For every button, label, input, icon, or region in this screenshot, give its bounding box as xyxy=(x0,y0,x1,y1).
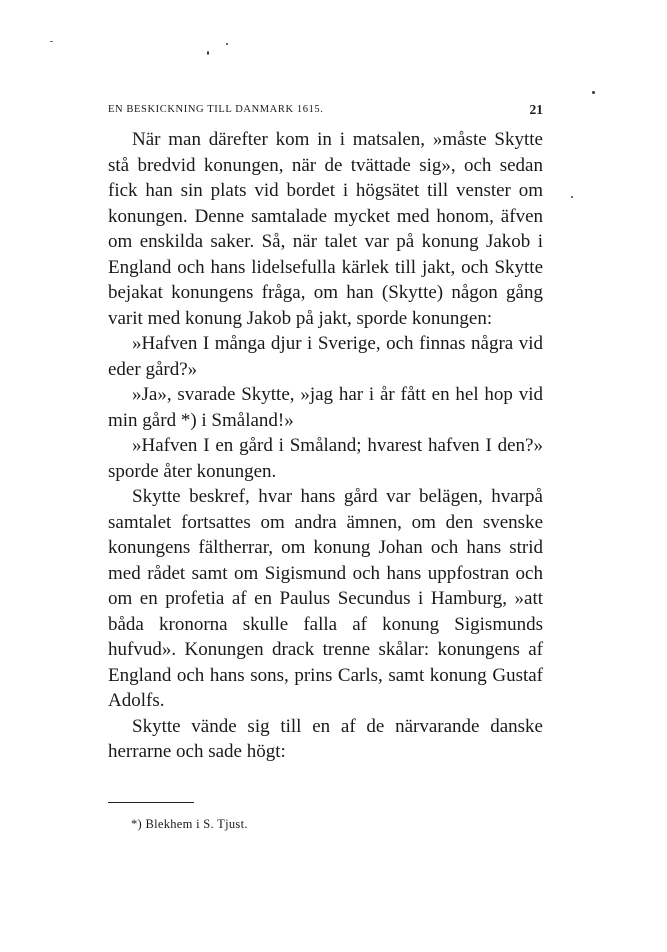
page-speck xyxy=(50,41,53,42)
page-speck xyxy=(571,196,573,198)
paragraph: »Ja», svarade Skytte, »jag har i år fått en hel hop vid min gård *) i Småland!» xyxy=(108,384,543,431)
footnote: *) Blekhem i S. Tjust. xyxy=(131,817,248,831)
paragraph: Skytte beskref, hvar hans gård var belägen, hvarpå samtalet fortsattes om andra ämnen, om den svenske konungens fältherrar, om konung Johan och hans strid med rådet samt om Sigismund och hans uppfostran och om en profetia af en Paulus Secundus i Hamburg, »att båda kronorna skulle falla af konung Sigismunds hufvud». Konungen drack trenne skålar: konungens af England och hans sons, prins Carls, samt konung Gustaf Adolfs. xyxy=(108,486,543,711)
page-header xyxy=(108,104,543,124)
paragraph: När man därefter kom in i matsalen, »måste Skytte stå bredvid konungen, när de tvättade sig», och sedan fick han sin plats vid bordet i högsätet till venster om konungen. Denne samtalade mycket med honom, äfven om enskilda saker. Så, när talet var på konung Jakob i England och hans lidelsefulla kärlek till jakt, och Skytte bejakat konungens fråga, om han (Skytte) någon gång varit med konung Jakob på jakt, sporde konungen: xyxy=(108,129,543,329)
page-speck xyxy=(592,91,595,94)
page-speck xyxy=(207,51,209,55)
paragraph: »Hafven I många djur i Sverige, och finnas några vid eder gård?» xyxy=(108,333,543,380)
page-speck xyxy=(226,43,228,45)
footnote-rule xyxy=(108,802,194,803)
running-head: EN BESKICKNING TILL DANMARK 1615. xyxy=(108,104,324,115)
body-text xyxy=(108,127,543,765)
paragraph: Skytte vände sig till en af de närvarande danske herrarne och sade högt: xyxy=(108,715,543,762)
paragraph: »Hafven I en gård i Småland; hvarest hafven I den?» sporde åter konungen. xyxy=(108,435,543,482)
page-number: 21 xyxy=(529,102,543,117)
